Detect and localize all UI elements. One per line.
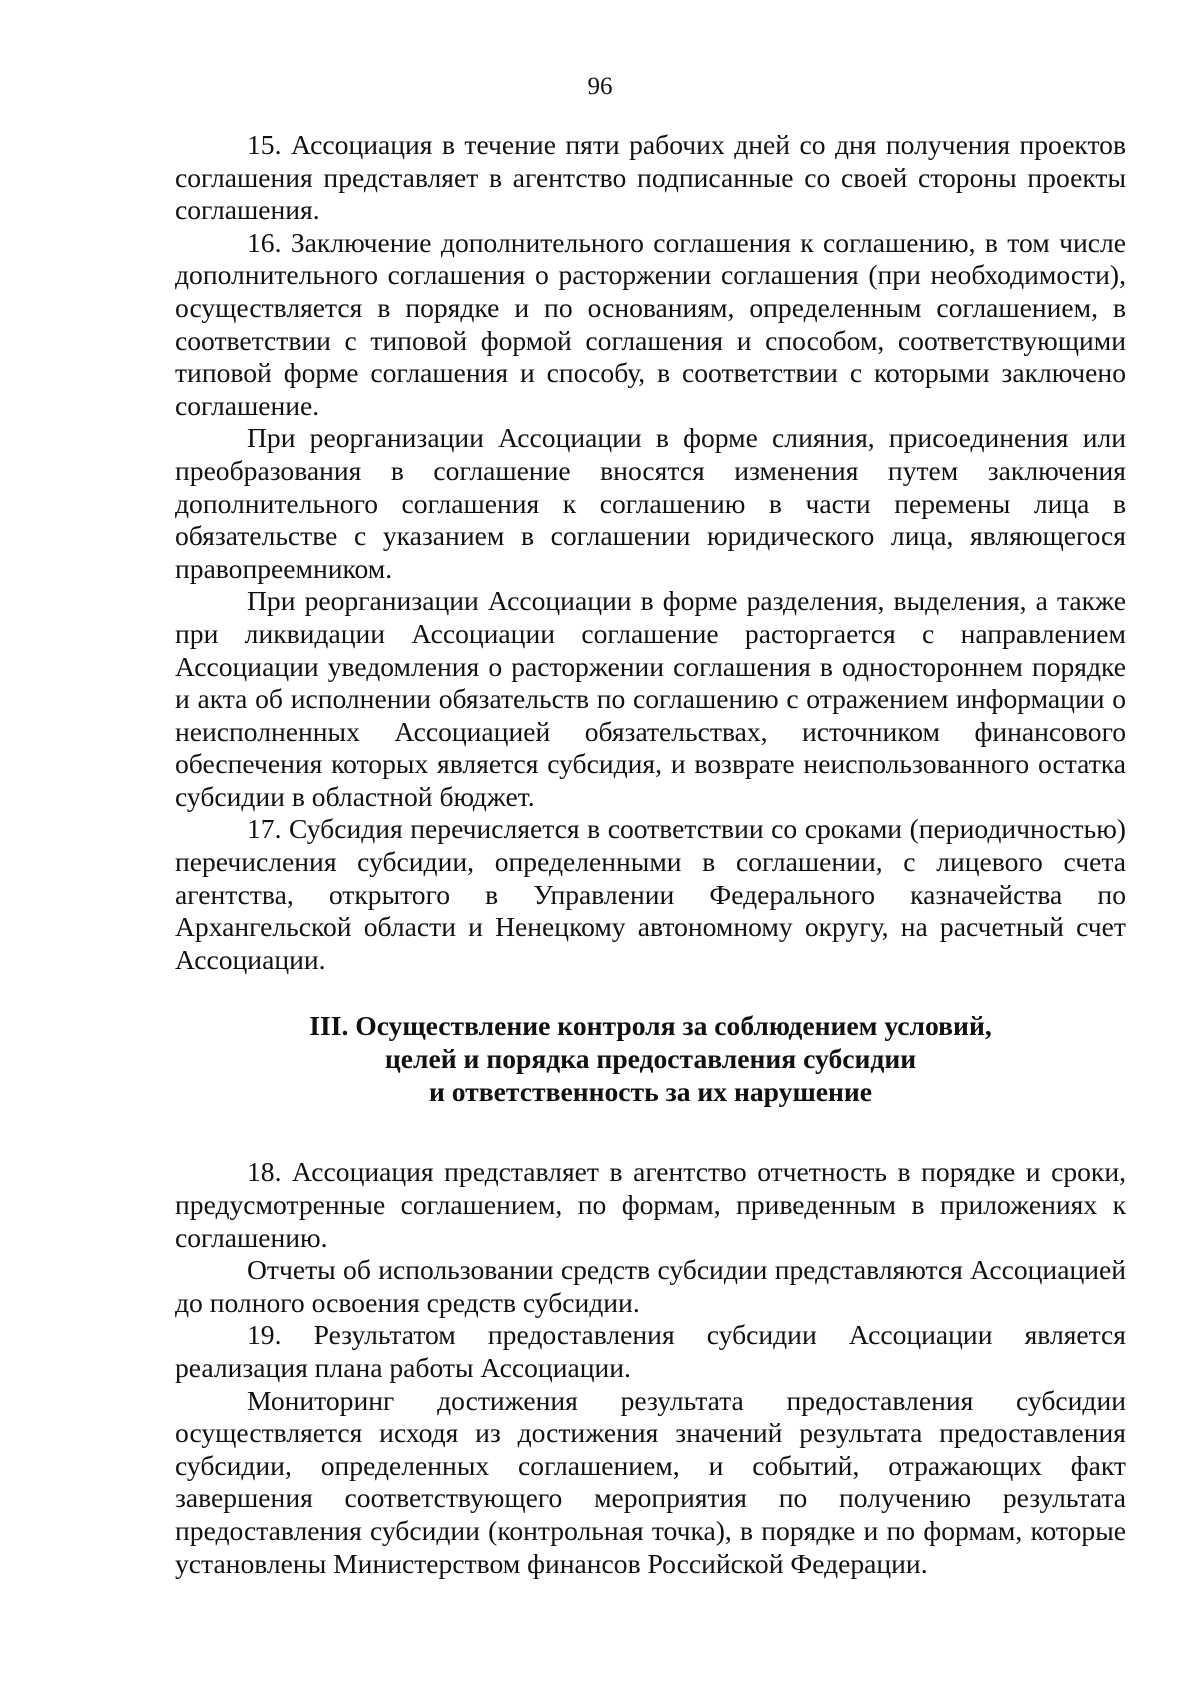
section-heading-line: и ответственность за их нарушение (428, 1076, 873, 1108)
paragraph-reorganization-division: При реорганизации Ассоциации в форме разделения, выделения, а также при ликвидации Ассоциации соглашение расторгается с направлением Ассоциации уведомления о расторжении соглашения в одностороннем порядке и акта об исполнении обязательств по соглашению с отражением информации о неисполненных Ассоциацией обязательствах, источником финансового обеспечения которых является субсидия, и возврате неиспользованного остатка субсидии в областной бюджет. (175, 585, 1126, 812)
section-heading-line: III. Осуществление контроля за соблюдением условий, (309, 1010, 992, 1042)
paragraph-18: 18. Ассоциация представляет в агентство отчетность в порядке и сроки, предусмотренные соглашением, по формам, приведенным в приложениях к соглашению. (175, 1156, 1126, 1253)
paragraph-17: 17. Субсидия перечисляется в соответствии со сроками (периодичностью) перечисления субсидии, определенными в соглашении, с лицевого счета агентства, открытого в Управлении Федерального казначейства по Архангельской области и Ненецкому автономному округу, на расчетный счет Ассоциации. (175, 813, 1126, 975)
paragraph-reorganization-merger: При реорганизации Ассоциации в форме слияния, присоединения или преобразования в соглашение вносятся изменения путем заключения дополнительного соглашения к соглашению в части перемены лица в обязательстве с указанием в соглашении юридического лица, являющегося правопреемником. (175, 422, 1126, 584)
paragraph-15: 15. Ассоциация в течение пяти рабочих дней со дня получения проектов соглашения представляет в агентство подписанные со своей стороны проекты соглашения. (175, 129, 1126, 226)
paragraph-reports: Отчеты об использовании средств субсидии представляются Ассоциацией до полного освоения средств субсидии. (175, 1254, 1126, 1318)
paragraph-16: 16. Заключение дополнительного соглашения к соглашению, в том числе дополнительного соглашения о расторжении соглашения (при необходимости), осуществляется в порядке и по основаниям, определенным соглашением, в соответствии с типовой формой соглашения и способом, соответствующими типовой форме соглашения и способу, в соответствии с которыми заключено соглашение. (175, 226, 1126, 421)
section-heading (175, 1009, 1126, 1108)
section-heading-line: целей и порядка предоставления субсидии (384, 1043, 917, 1075)
page-number: 96 (587, 73, 613, 100)
paragraph-19: 19. Результатом предоставления субсидии Ассоциации является реализация плана работы Ассоциации. (175, 1319, 1126, 1383)
paragraph-monitoring: Мониторинг достижения результата предоставления субсидии осуществляется исходя из достижения значений результата предоставления субсидии, определенных соглашением, и событий, отражающих факт завершения соответствующего мероприятия по получению результата предоставления субсидии (контрольная точка), в порядке и по формам, которые установлены Министерством финансов Российской Федерации. (175, 1384, 1126, 1579)
document-body (175, 129, 1126, 1580)
